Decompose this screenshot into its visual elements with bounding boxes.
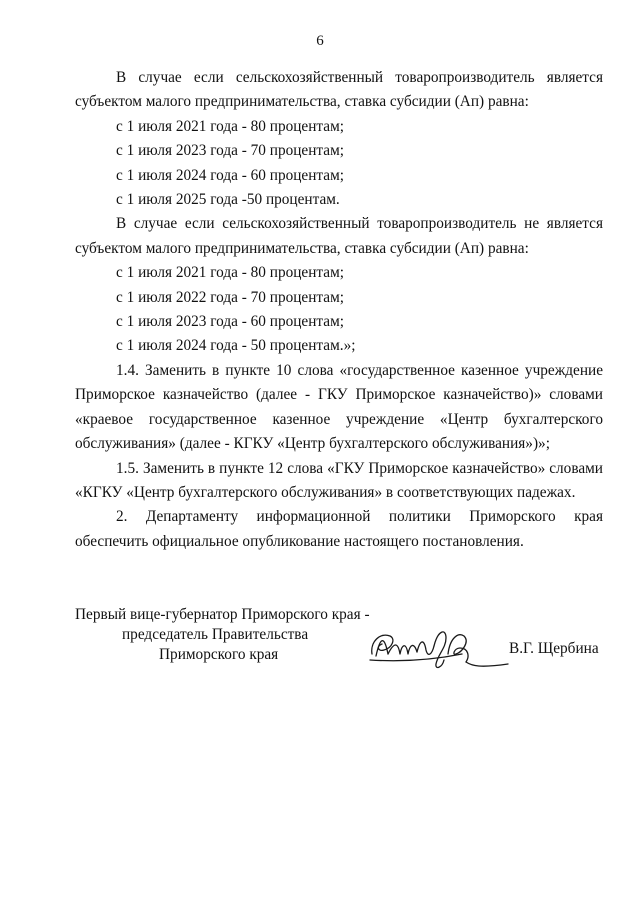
paragraph-clause-1-4: 1.4. Заменить в пункте 10 слова «государственное казенное учреждение Приморское казначейство (далее - ГКУ Приморское казначейство)» словами «краевое государственное казенное учреждение «Центр бухгалтерского обслуживания» (далее - КГКУ «Центр бухгалтерского обслуживания»)»;: [75, 361, 603, 453]
document-body: [75, 66, 603, 554]
list-item: с 1 июля 2021 года - 80 процентам;: [116, 264, 345, 282]
list-item: с 1 июля 2022 года - 70 процентам;: [116, 288, 345, 306]
paragraph-clause-2: 2. Департаменту информационной политики Приморского края обеспечить официальное опубликование настоящего постановления.: [75, 508, 603, 550]
list-item: с 1 июля 2021 года - 80 процентам;: [116, 117, 345, 135]
signatory-title-line: председатель Правительства: [122, 626, 309, 643]
paragraph-small-business-rate: В случае если сельскохозяйственный товаропроизводитель является субъектом малого предпринимательства, ставка субсидии (Ап) равна:: [75, 69, 603, 111]
handwritten-signature-icon: [362, 624, 512, 676]
list-item: с 1 июля 2025 года -50 процентам.: [116, 191, 340, 209]
paragraph-clause-1-5: 1.5. Заменить в пункте 12 слова «ГКУ Приморское казначейство» словами «КГКУ «Центр бухгалтерского обслуживания» в соответствующих падежах.: [75, 459, 603, 501]
list-item: с 1 июля 2024 года - 60 процентам;: [116, 166, 345, 184]
list-item: с 1 июля 2024 года - 50 процентам.»;: [116, 337, 356, 355]
signatory-title: [75, 605, 370, 665]
list-item: с 1 июля 2023 года - 60 процентам;: [116, 313, 345, 331]
signatory-title-line: Первый вице-губернатор Приморского края -: [75, 606, 370, 623]
page-number: 6: [316, 33, 324, 49]
paragraph-non-small-business-rate: В случае если сельскохозяйственный товаропроизводитель не является субъектом малого предпринимательства, ставка субсидии (Ап) равна:: [75, 215, 603, 257]
signatory-title-line: Приморского края: [159, 646, 279, 663]
list-item: с 1 июля 2023 года - 70 процентам;: [116, 142, 345, 160]
signatory-name: В.Г. Щербина: [509, 640, 599, 657]
